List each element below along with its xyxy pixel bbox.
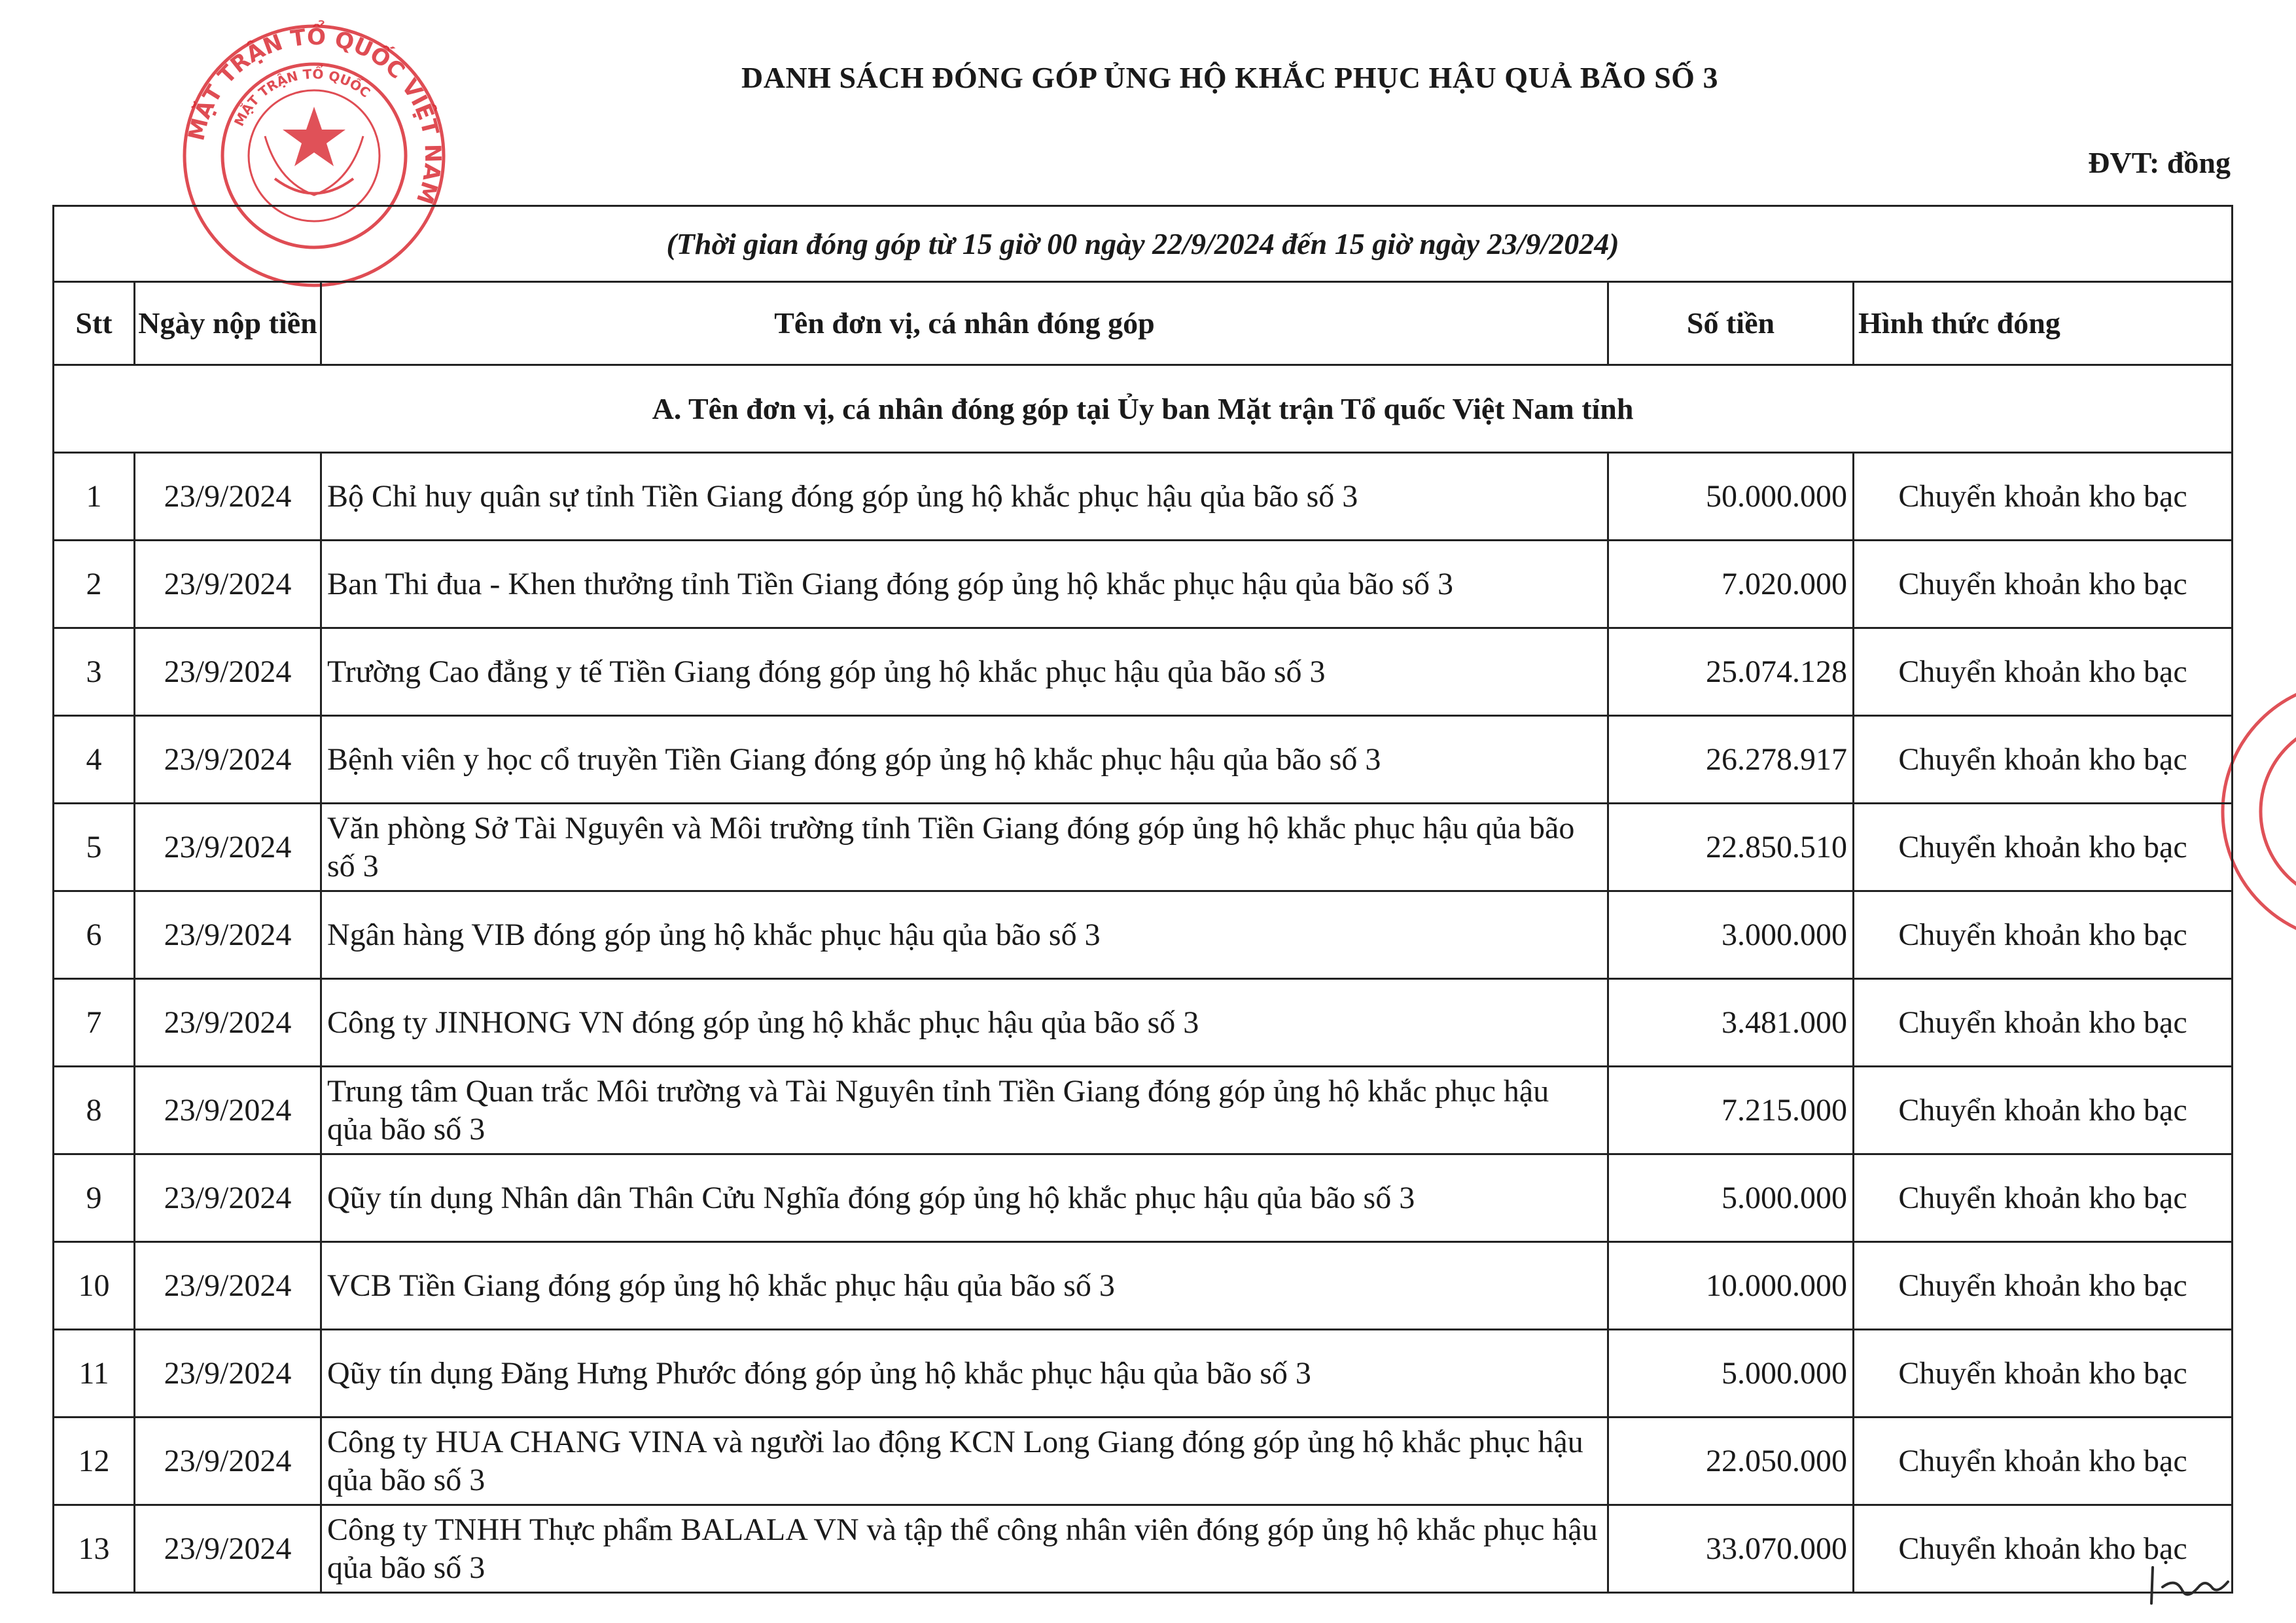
cell-amount: 50.000.000 <box>1608 453 1854 541</box>
cell-stt: 3 <box>54 628 135 716</box>
cell-date: 23/9/2024 <box>135 1154 321 1242</box>
cell-method: Chuyển khoản kho bạc <box>1854 1418 2233 1505</box>
cell-method: Chuyển khoản kho bạc <box>1854 891 2233 979</box>
cell-method: Chuyển khoản kho bạc <box>1854 1505 2233 1593</box>
cell-date: 23/9/2024 <box>135 1505 321 1593</box>
table-row <box>54 1067 2233 1154</box>
cell-amount: 22.050.000 <box>1608 1418 1854 1505</box>
cell-amount: 10.000.000 <box>1608 1242 1854 1330</box>
cell-date: 23/9/2024 <box>135 1418 321 1505</box>
cell-amount: 22.850.510 <box>1608 804 1854 891</box>
cell-method: Chuyển khoản kho bạc <box>1854 1067 2233 1154</box>
cell-date: 23/9/2024 <box>135 1242 321 1330</box>
cell-amount: 5.000.000 <box>1608 1154 1854 1242</box>
cell-method: Chuyển khoản kho bạc <box>1854 1242 2233 1330</box>
cell-amount: 7.020.000 <box>1608 541 1854 628</box>
cell-stt: 7 <box>54 979 135 1067</box>
cell-stt: 11 <box>54 1330 135 1418</box>
cell-name: VCB Tiền Giang đóng góp ủng hộ khắc phục hậu qủa bão số 3 <box>321 1242 1608 1330</box>
cell-method: Chuyển khoản kho bạc <box>1854 453 2233 541</box>
contribution-table <box>52 205 2233 1594</box>
cell-date: 23/9/2024 <box>135 1330 321 1418</box>
cell-method: Chuyển khoản kho bạc <box>1854 716 2233 804</box>
cell-stt: 6 <box>54 891 135 979</box>
cell-amount: 25.074.128 <box>1608 628 1854 716</box>
cell-date: 23/9/2024 <box>135 628 321 716</box>
cell-method: Chuyển khoản kho bạc <box>1854 804 2233 891</box>
cell-name: Ban Thi đua - Khen thưởng tỉnh Tiền Giang đóng góp ủng hộ khắc phục hậu qủa bão số 3 <box>321 541 1608 628</box>
header-stt: Stt <box>54 282 135 365</box>
contribution-period: (Thời gian đóng góp từ 15 giờ 00 ngày 22/9/2024 đến 15 giờ ngày 23/9/2024) <box>54 206 2233 282</box>
cell-stt: 9 <box>54 1154 135 1242</box>
cell-name: Qũy tín dụng Đăng Hưng Phước đóng góp ủng hộ khắc phục hậu qủa bão số 3 <box>321 1330 1608 1418</box>
table-row <box>54 891 2233 979</box>
cell-amount: 3.000.000 <box>1608 891 1854 979</box>
cell-name: Công ty JINHONG VN đóng góp ủng hộ khắc phục hậu qủa bão số 3 <box>321 979 1608 1067</box>
header-amount: Số tiền <box>1608 282 1854 365</box>
cell-amount: 7.215.000 <box>1608 1067 1854 1154</box>
cell-name: Qũy tín dụng Nhân dân Thân Cửu Nghĩa đóng góp ủng hộ khắc phục hậu qủa bão số 3 <box>321 1154 1608 1242</box>
cell-date: 23/9/2024 <box>135 979 321 1067</box>
seal-outer-text: MẶT TRẬN TỔ QUỐC VIỆT NAM <box>183 24 446 207</box>
cell-amount: 33.070.000 <box>1608 1505 1854 1593</box>
cell-method: Chuyển khoản kho bạc <box>1854 1330 2233 1418</box>
cell-amount: 26.278.917 <box>1608 716 1854 804</box>
period-row <box>54 206 2233 282</box>
cell-name: Công ty HUA CHANG VINA và người lao động KCN Long Giang đóng góp ủng hộ khắc phục hậu qủa bão số 3 <box>321 1418 1608 1505</box>
cell-stt: 5 <box>54 804 135 891</box>
header-date: Ngày nộp tiền <box>135 282 321 365</box>
table-row <box>54 804 2233 891</box>
cell-stt: 2 <box>54 541 135 628</box>
cell-date: 23/9/2024 <box>135 1067 321 1154</box>
table-row <box>54 453 2233 541</box>
cell-date: 23/9/2024 <box>135 804 321 891</box>
cell-stt: 12 <box>54 1418 135 1505</box>
cell-stt: 8 <box>54 1067 135 1154</box>
currency-unit: ĐVT: đồng <box>2088 146 2231 179</box>
cell-name: Trung tâm Quan trắc Môi trường và Tài Nguyên tỉnh Tiền Giang đóng góp ủng hộ khắc phục hậu qủa bão số 3 <box>321 1067 1608 1154</box>
document-title: DANH SÁCH ĐÓNG GÓP ỦNG HỘ KHẮC PHỤC HẬU QUẢ BÃO SỐ 3 <box>741 61 1718 94</box>
table-row <box>54 1154 2233 1242</box>
cell-stt: 13 <box>54 1505 135 1593</box>
table-row <box>54 1505 2233 1593</box>
table-row <box>54 628 2233 716</box>
header-name: Tên đơn vị, cá nhân đóng góp <box>321 282 1608 365</box>
cell-name: Trường Cao đẳng y tế Tiền Giang đóng góp ủng hộ khắc phục hậu qủa bão số 3 <box>321 628 1608 716</box>
cell-method: Chuyển khoản kho bạc <box>1854 541 2233 628</box>
cell-date: 23/9/2024 <box>135 453 321 541</box>
table-row <box>54 1330 2233 1418</box>
cell-amount: 5.000.000 <box>1608 1330 1854 1418</box>
cell-name: Bệnh viên y học cổ truyền Tiền Giang đóng góp ủng hộ khắc phục hậu qủa bão số 3 <box>321 716 1608 804</box>
cell-date: 23/9/2024 <box>135 891 321 979</box>
table-row <box>54 541 2233 628</box>
table-row <box>54 1418 2233 1505</box>
cell-stt: 10 <box>54 1242 135 1330</box>
table-row <box>54 716 2233 804</box>
cell-name: Văn phòng Sở Tài Nguyên và Môi trường tỉnh Tiền Giang đóng góp ủng hộ khắc phục hậu qủa bão số 3 <box>321 804 1608 891</box>
cell-stt: 1 <box>54 453 135 541</box>
header-method: Hình thức đóng <box>1854 282 2233 365</box>
handwritten-signature <box>2140 1561 2238 1610</box>
cell-name: Ngân hàng VIB đóng góp ủng hộ khắc phục hậu qủa bão số 3 <box>321 891 1608 979</box>
cell-stt: 4 <box>54 716 135 804</box>
cell-method: Chuyển khoản kho bạc <box>1854 628 2233 716</box>
cell-amount: 3.481.000 <box>1608 979 1854 1067</box>
section-row <box>54 365 2233 453</box>
cell-date: 23/9/2024 <box>135 716 321 804</box>
table-row <box>54 1242 2233 1330</box>
cell-method: Chuyển khoản kho bạc <box>1854 1154 2233 1242</box>
table-row <box>54 979 2233 1067</box>
cell-name: Công ty TNHH Thực phẩm BALALA VN và tập thể công nhân viên đóng góp ủng hộ khắc phục hậu qủa bão số 3 <box>321 1505 1608 1593</box>
cell-name: Bộ Chỉ huy quân sự tỉnh Tiền Giang đóng góp ủng hộ khắc phục hậu qủa bão số 3 <box>321 453 1608 541</box>
cell-method: Chuyển khoản kho bạc <box>1854 979 2233 1067</box>
section-a-heading: A. Tên đơn vị, cá nhân đóng góp tại Ủy ban Mặt trận Tổ quốc Việt Nam tỉnh <box>54 365 2233 453</box>
seal-inner-text: MẶT TRẬN TỔ QUỐC <box>230 65 374 129</box>
header-row <box>54 282 2233 365</box>
cell-date: 23/9/2024 <box>135 541 321 628</box>
